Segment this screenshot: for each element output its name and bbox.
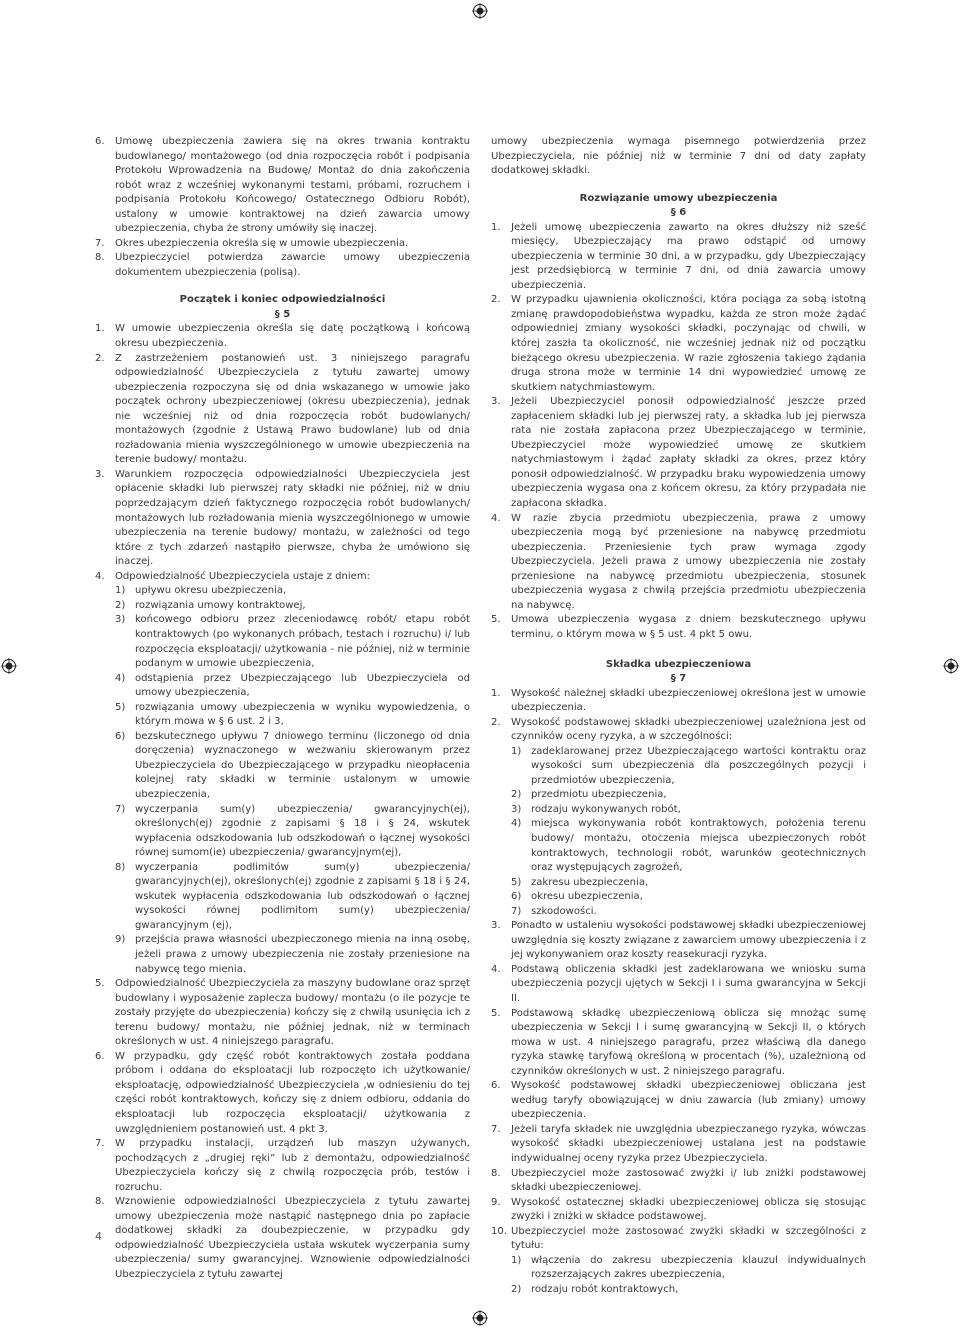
- list-item: 6. Umowę ubezpieczenia zawiera się na okres trwania kontraktu budowlanego/ montażowego (od dnia rozpoczęcia robót i podpisania Protokołu Wprowadzenia na Budowę/ Montaż do dnia zakończenia robót wraz z wcześniej wykonanymi testami, próbami, rozruchem i podpisania Protokołu Końcowego/ Ostatecznego Odbioru Robót), ustalony w umowie kontraktowej na dzień zawarcia umowy ubezpieczenia, chyba że strony umówiły się inaczej.: [95, 136, 470, 235]
- sub-list-item: 7) wyczerpania sum(y) ubezpieczenia/ gwarancyjnych(ej), określonych(ej) zgodnie z zapisami § 18 i § 24, wskutek wypłacenia odszkodowania lub odszkodowań o łącznej wysokości równej sumom(ie) ubezpieczenia/ gwarancyjnym(ej),: [115, 803, 470, 859]
- sub-list-item: 5) rozwiązania umowy ubezpieczenia w wyniku wypowiedzenia, o którym mowa w § 6 ust. 2 i 3,: [115, 701, 470, 728]
- list-item: 3. Ponadto w ustaleniu wysokości podstawowej składki ubezpieczeniowej uwzględnia się koszty związane z zawarciem umowy ubezpieczenia i z jej wykonywaniem oraz koszty reasekuracji ryzyka.: [491, 920, 866, 961]
- registration-mark-icon: [472, 3, 488, 19]
- sub-list-item: 8) wyczerpania podlimitów sum(y) ubezpieczenia/ gwarancyjnych(ej), określonych(ej) zgodnie z zapisami § 18 i § 24, wskutek wypłacenia odszkodowania lub odszkodowań o łącznej wysokości równej podlimitom sum(y) ubezpieczenia/ gwarancyjnym (ej),: [115, 861, 470, 931]
- sub-list-item: 1) zadeklarowanej przez Ubezpieczającego wartości kontraktu oraz wysokości sum ubezpieczenia dla poszczególnych pozycji i przedmiotów ubezpieczenia,: [511, 745, 866, 786]
- sub-list-item: 6) bezskutecznego upływu 7 dniowego terminu (liczonego od dnia doręczenia) wyznaczonego w wezwaniu skierowanym przez Ubezpieczyciela do Ubezpieczającego w przypadku nieopłacenia kolejnej raty składki w terminie ustalonym w umowie ubezpieczenia,: [115, 730, 470, 800]
- sub-list-item: 6) okresu ubezpieczenia,: [511, 891, 643, 903]
- section-number: § 5: [274, 308, 291, 320]
- sub-list-item: 1) włączenia do zakresu ubezpieczenia klauzul indywidualnych rozszerzających zakres ubezpieczenia,: [511, 1254, 866, 1281]
- left-column: [95, 135, 470, 1283]
- list-item: 1. Wysokość należnej składki ubezpieczeniowej określona jest w umowie ubezpieczenia.: [491, 687, 866, 714]
- registration-mark-icon: [472, 1310, 488, 1326]
- section-title: Początek i koniec odpowiedzialności: [179, 294, 386, 306]
- sub-list-item: 2) rodzaju robót kontraktowych,: [511, 1283, 679, 1295]
- sub-list-item: 3) rodzaju wykonywanych robót,: [511, 803, 681, 815]
- list-item: 5. Odpowiedzialność Ubezpieczyciela za maszyny budowlane oraz sprzęt budowlany i wyposażenie zaplecza budowy/ montażu (o ile pozycje te zostały przyjęte do ubezpieczenia) kończy się z chwilą usunięcia ich z terenu budowy/ montażu, nie później jednak, niż w terminach określonych w ust. 4 niniejszego paragrafu.: [95, 978, 470, 1048]
- list-item: 5. Podstawową składkę ubezpieczeniową oblicza się mnożąc sumę ubezpieczenia w Sekcji I i sumę gwarancyjną w Sekcji II, o których mowa w ust. 4 niniejszego paragrafu, przez właściwą dla danego ryzyka stawkę taryfową określoną w procentach (%), uzależnioną od czynników określonych w ust. 2 niniejszego paragrafu.: [491, 1007, 866, 1077]
- list-item: 7. W przypadku instalacji, urządzeń lub maszyn używanych, pochodzących z „drugiej ręki” lub z demontażu, odpowiedzialność Ubezpieczyciela kończy się z chwilą rozpoczęcia prób, testów i rozruchu.: [95, 1138, 470, 1193]
- list-item: 6. Wysokość podstawowej składki ubezpieczeniowej obliczana jest według taryfy obowiązującej w dniu zawarcia (lub zmiany) umowy ubezpieczenia.: [491, 1080, 866, 1121]
- list-item: 8. Wznowienie odpowiedzialności Ubezpieczyciela z tytułu zawartej umowy ubezpieczenia może nastąpić następnego dnia po zapłacie dodatkowej składki za doubezpieczenie, w przypadku gdy odpowiedzialność Ubezpieczyciela ustała wskutek wyczerpania sumy ubezpieczenia/ sumy gwarancyjnej. Wznowienie odpowiedzialności Ubezpieczyciela z tytułu zawartej: [95, 1196, 470, 1281]
- sub-list-item: 5) zakresu ubezpieczenia,: [511, 876, 649, 888]
- sub-list-item: 1) upływu okresu ubezpieczenia,: [115, 585, 287, 597]
- sub-list-item: 3) końcowego odbioru przez zleceniodawcę robót/ etapu robót kontraktowych (po wykonanych próbach, testach i rozruchu) i/ lub rozpoczęcia eksploatacji/ użytkowania - nie później, niż w terminie podanym w umowie ubezpieczenia,: [115, 614, 470, 670]
- sub-list-item: 9) przejścia prawa własności ubezpieczonego mienia na inną osobę, jeżeli prawa z umowy ubezpieczenia nie zostały przeniesione na nabywcę tego mienia.: [115, 934, 470, 975]
- page-number: 4: [95, 1230, 102, 1243]
- list-item: 8. Ubezpieczyciel potwierdza zawarcie umowy ubezpieczenia dokumentem ubezpieczenia (polisą).: [95, 252, 470, 278]
- list-item: 6. W przypadku, gdy część robót kontraktowych została poddana próbom i oddana do eksploatacji lub rozpoczęto ich użytkowanie/ eksploatację, odpowiedzialność Ubezpieczyciela ,w odniesieniu do tej części robót kontraktowych, kończy się z dniem odbioru, oddania do eksploatacji lub rozpoczęcia eksploatacji/ użytkowania z uwzględnieniem postanowień ust. 4 pkt 3.: [95, 1050, 470, 1135]
- sub-list-item: 7) szkodowości.: [511, 905, 597, 917]
- list-item: 2. Wysokość podstawowej składki ubezpieczeniowej uzależniona jest od czynników oceny ryzyka, a w szczególności: 1) zadeklarowanej przez Ubezpieczającego wartości kontraktu oraz wysokości sum ubezpieczenia dla poszczególnych pozycji i przedmiotów ubezpieczenia, 2) przedmiotu ubezpieczenia, 3) rodzaju wykonywanych robót, 4) miejsca wykonywania robót kontraktowych, położenia terenu budowy/ montażu, otoczenia miejsca ubezpieczonych robót kontraktowych, technologii robót, warunków geotechnicznych oraz występujących zagrożeń, 5) zakresu ubezpieczenia, 6) okresu ubezpieczenia, 7) szkodowości.: [491, 716, 866, 920]
- sub-list-item: 2) przedmiotu ubezpieczenia,: [511, 789, 667, 801]
- list-item: 3. Jeżeli Ubezpieczyciel ponosił odpowiedzialność jeszcze przed zapłaceniem składki lub jej pierwszej raty, a składka lub jej pierwsza rata nie została zapłacona przez Ubezpieczającego w terminie, Ubezpieczyciel może wypowiedzieć umowę ze skutkiem natychmiastowym i żądać zapłaty składki za okres, przez który ponosił odpowiedzialność. W przypadku braku wypowiedzenia umowy ubezpieczenia wygasa ona z końcem okresu, za który przypadała nie zapłacona składka.: [491, 396, 866, 510]
- list-item: 8. Ubezpieczyciel może zastosować zwyżki i/ lub zniżki podstawowej składki ubezpieczeniowej.: [491, 1167, 866, 1194]
- registration-mark-icon: [1, 658, 17, 674]
- list-item: 1. Jeżeli umowę ubezpieczenia zawarto na okres dłuższy niż sześć miesięcy, Ubezpieczający ma prawo odstąpić od umowy ubezpieczenia w terminie 30 dni, a w przypadku, gdy Ubezpieczający jest przedsiębiorcą w terminie 7 dni, od dnia zawarcia umowy ubezpieczenia.: [491, 221, 866, 291]
- section-number: § 6: [670, 207, 687, 219]
- sub-list-item: 4) miejsca wykonywania robót kontraktowych, położenia terenu budowy/ montażu, otoczenia miejsca ubezpieczonych robót kontraktowych, technologii robót, warunków geotechnicznych oraz występujących zagrożeń,: [511, 818, 866, 874]
- section-title: Składka ubezpieczeniowa: [605, 658, 752, 670]
- list-item: 5. Umowa ubezpieczenia wygasa z dniem bezskutecznego upływu terminu, o którym mowa w § 5 ust. 4 pkt 5 owu.: [491, 614, 866, 640]
- list-item: 4. W razie zbycia przedmiotu ubezpieczenia, prawa z umowy ubezpieczenia mogą być przeniesione na nabywcę przedmiotu ubezpieczenia. Przeniesienie tych praw wymaga zgody Ubezpieczyciela. Jeżeli prawa z umowy ubezpieczenia nie zostały przeniesione na nabywcę przedmiotu ubezpieczenia, stosunek ubezpieczenia wygasa z chwilą przejścia przedmiotu ubezpieczenia na nabywcę.: [491, 512, 866, 611]
- list-item: 3. Warunkiem rozpoczęcia odpowiedzialności Ubezpieczyciela jest opłacenie składki lub pierwszej raty składki nie później, niż w dniu poprzedzającym dzień faktycznego rozpoczęcia robót budowlanych/ montażowych lub rozładowania mienia wyszczególnionego w umowie ubezpieczenia na terenie budowy/ montażu, w zależności od tego które z tych zdarzeń nastąpiło pierwsze, chyba że umówiono się inaczej.: [95, 468, 470, 568]
- list-item: 4. Odpowiedzialność Ubezpieczyciela ustaje z dniem: 1) upływu okresu ubezpieczenia, 2) rozwiązania umowy kontraktowej, 3) końcowego odbioru przez zleceniodawcę robót/ etapu robót kontraktowych (po wykonanych próbach, testach i rozruchu) i/ lub rozpoczęcia eksploatacji/ użytkowania - nie później, niż w terminie podanym w umowie ubezpieczenia, 4) odstąpienia przez Ubezpieczającego lub Ubezpieczyciela od umowy ubezpieczenia, 5) rozwiązania umowy ubezpieczenia w wyniku wypowiedzenia, o którym mowa w § 6 ust. 2 i 3, 6) bezskutecznego upływu 7 dniowego terminu (liczonego od dnia doręczenia) wyznaczonego w wezwaniu skierowanym przez Ubezpieczyciela do Ubezpieczającego w przypadku nieopłacenia kolejnej raty składki w terminie ustalonym w umowie ubezpieczenia, 7) wyczerpania sum(y) ubezpieczenia/ gwarancyjnych(ej), określonych(ej) zgodnie z zapisami § 18 i § 24, wskutek wypłacenia odszkodowania lub odszkodowań o łącznej wysokości równej sumom(ie) ubezpieczenia/ gwarancyjnym(ej), 8) wyczerpania podlimitów sum(y) ubezpieczenia/ gwarancyjnych(ej), określonych(ej) zgodnie z zapisami § 18 i § 24, wskutek wypłacenia odszkodowania lub odszkodowań o łącznej wysokości równej podlimitom sum(y) ubezpieczenia/ gwarancyjnym (ej), 9) przejścia prawa własności ubezpieczonego mienia na inną osobę, jeżeli prawa z umowy ubezpieczenia nie zostały przeniesione na nabywcę tego mienia.: [95, 570, 470, 977]
- list-item: 2. Z zastrzeżeniem postanowień ust. 3 niniejszego paragrafu odpowiedzialność Ubezpieczyciela z tytułu zawartej umowy ubezpieczenia rozpoczyna się od dnia wskazanego w umowie jako początek ochrony ubezpieczeniowej (okresu ubezpieczenia), jednak nie wcześniej niż od dnia rozpoczęcia robót budowlanych/ montażowych (zgodnie z Ustawą Prawo budowlane) lub od dnia rozładowania mienia wyszczególnionego w umowie ubezpieczenia na terenie budowy/ montażu.: [95, 352, 470, 466]
- right-column: [491, 135, 866, 1297]
- list-item: 9. Wysokość ostatecznej składki ubezpieczeniowej oblicza się stosując zwyżki i zniżki w składce podstawowej.: [491, 1196, 866, 1223]
- list-item: 7. Okres ubezpieczenia określa się w umowie ubezpieczenia.: [95, 237, 409, 249]
- list-item: 10. Ubezpieczyciel może zastosować zwyżki składki w szczególności z tytułu: 1) włączenia do zakresu ubezpieczenia klauzul indywidualnych rozszerzających zakres ubezpieczenia, 2) rodzaju robót kontraktowych,: [491, 1225, 866, 1298]
- list-item: 4. Podstawą obliczenia składki jest zadeklarowana we wniosku suma ubezpieczenia pozycji ujętych w Sekcji I i suma gwarancyjna w Sekcji II.: [491, 963, 866, 1004]
- section-number: § 7: [670, 673, 687, 684]
- registration-mark-icon: [943, 658, 959, 674]
- sub-list-item: 4) odstąpienia przez Ubezpieczającego lub Ubezpieczyciela od umowy ubezpieczenia,: [115, 672, 470, 699]
- continued-paragraph: umowy ubezpieczenia wymaga pisemnego potwierdzenia przez Ubezpieczyciela, nie później niż w terminie 7 dni od daty zapłaty dodatkowej składki.: [491, 136, 866, 177]
- list-item: 2. W przypadku ujawnienia okoliczności, która pociąga za sobą istotną zmianę prawdopodobieństwa wypadku, każda ze stron może żądać odpowiedniej zmiany wysokości składki, poczynając od chwili, w której zaszła ta okoliczność, nie wcześniej jednak niż od początku bieżącego okresu ubezpieczenia. W razie zgłoszenia takiego żądania druga strona może w terminie 14 dni wypowiedzieć umowę ze skutkiem natychmiastowym.: [491, 294, 866, 393]
- sub-list-item: 2) rozwiązania umowy kontraktowej,: [115, 599, 306, 611]
- list-item: 7. Jeżeli taryfa składek nie uwzględnia ubezpieczanego ryzyka, wówczas wysokość składki ubezpieczeniowej ustalana jest na podstawie indywidualnej oceny ryzyka przez Ubezpieczyciela.: [491, 1123, 866, 1164]
- section-title: Rozwiązanie umowy ubezpieczenia: [579, 192, 778, 204]
- list-item: 1. W umowie ubezpieczenia określa się datę początkową i końcową okresu ubezpieczenia.: [95, 323, 470, 350]
